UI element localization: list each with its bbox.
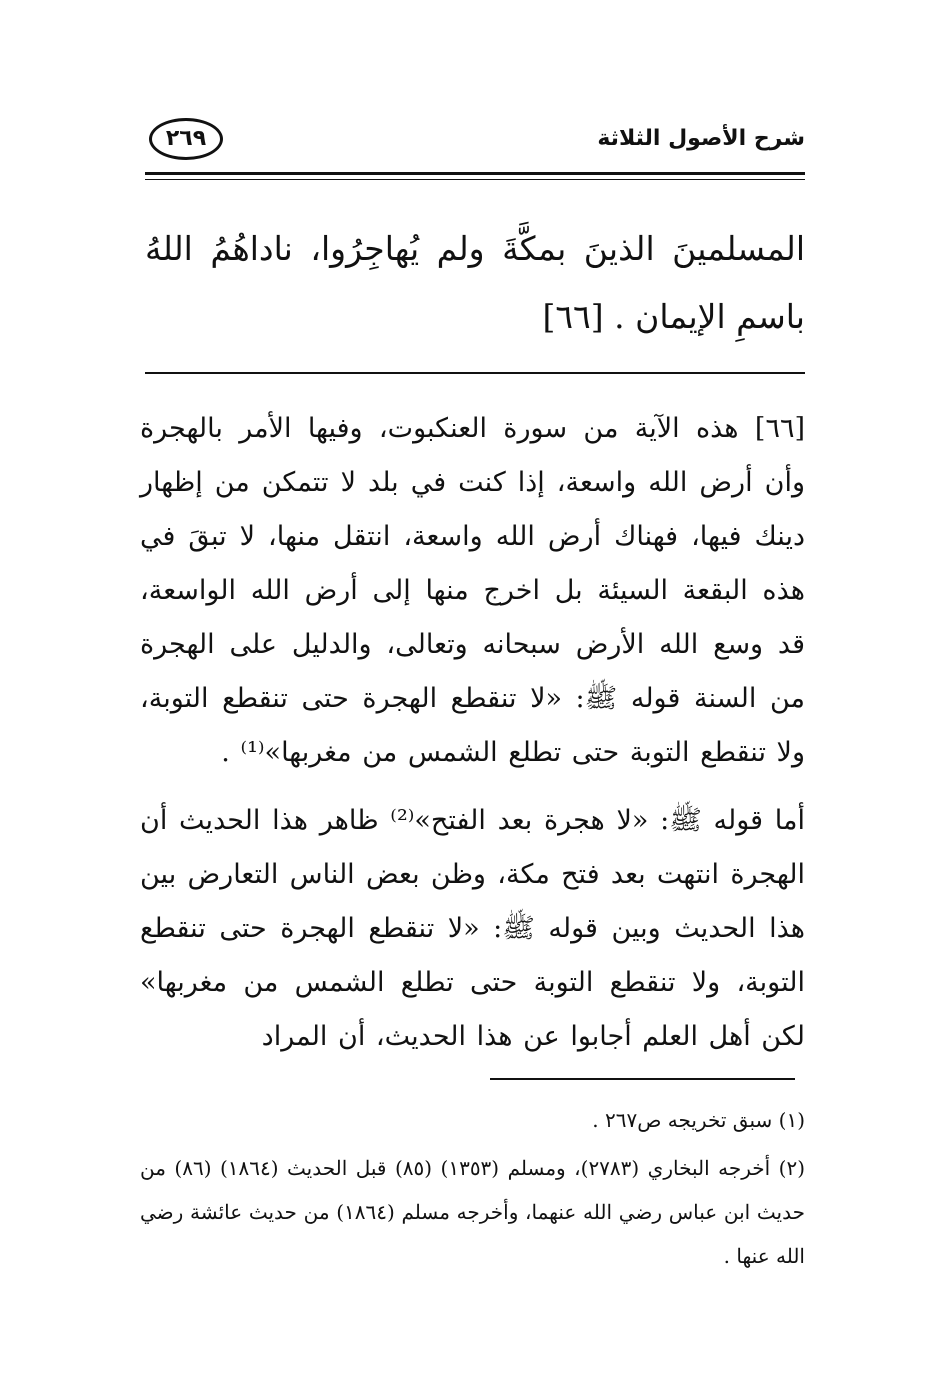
page-header [145, 118, 805, 178]
footnotes [140, 1098, 805, 1282]
main-text: المسلمينَ الذينَ بمكَّةَ ولم يُهاجِرُوا، ناداهُمُ اللهُ باسمِ الإيمان . [٦٦] [145, 229, 805, 336]
commentary-paragraph-2: أما قوله ﷺ: «لا هجرة بعد الفتح»⁽²⁾ ظاهر هذا الحديث أن الهجرة انتهت بعد فتح مكة، وظن بعض الناس التعارض بين هذا الحديث وبين قوله ﷺ: «لا تنقطع الهجرة حتى تنقطع التوبة، ولا تنقطع التوبة حتى تطلع الشمس من مغربها» لكن أهل العلم أجابوا عن هذا الحديث، أن المراد [140, 805, 805, 1052]
header-rule [145, 172, 805, 175]
header-rule-thin [145, 179, 805, 180]
footnote-divider [490, 1078, 795, 1080]
page-number: ٢٦٩ [149, 118, 223, 160]
footnote-2: (٢) أخرجه البخاري (٢٧٨٣)، ومسلم (١٣٥٣) (٨٥) قبل الحديث (١٨٦٤) (٨٦) من حديث ابن عباس رضي الله عنهما، وأخرجه مسلم (١٨٦٤) من حديث عائشة رضي الله عنها . [140, 1156, 806, 1268]
commentary-paragraph-1: [٦٦] هذه الآية من سورة العنكبوت، وفيها الأمر بالهجرة وأن أرض الله واسعة، إذا كنت في بلد لا تتمكن من إظهار دينك فيها، فهناك أرض الله واسعة، انتقل منها، لا تبقَ في هذه البقعة السيئة بل اخرج منها إلى أرض الله الواسعة، قد وسع الله الأرض سبحانه وتعالى، والدليل على الهجرة من السنة قوله ﷺ: «لا تنقطع الهجرة حتى تنقطع التوبة، ولا تنقطع التوبة حتى تطلع الشمس من مغربها»⁽¹⁾ . [140, 413, 806, 768]
commentary [140, 402, 805, 1064]
section-divider [145, 372, 805, 374]
book-title: شرح الأصول الثلاثة [597, 126, 805, 151]
footnote-1: (١) سبق تخريجه ص٢٦٧ . [592, 1108, 805, 1132]
